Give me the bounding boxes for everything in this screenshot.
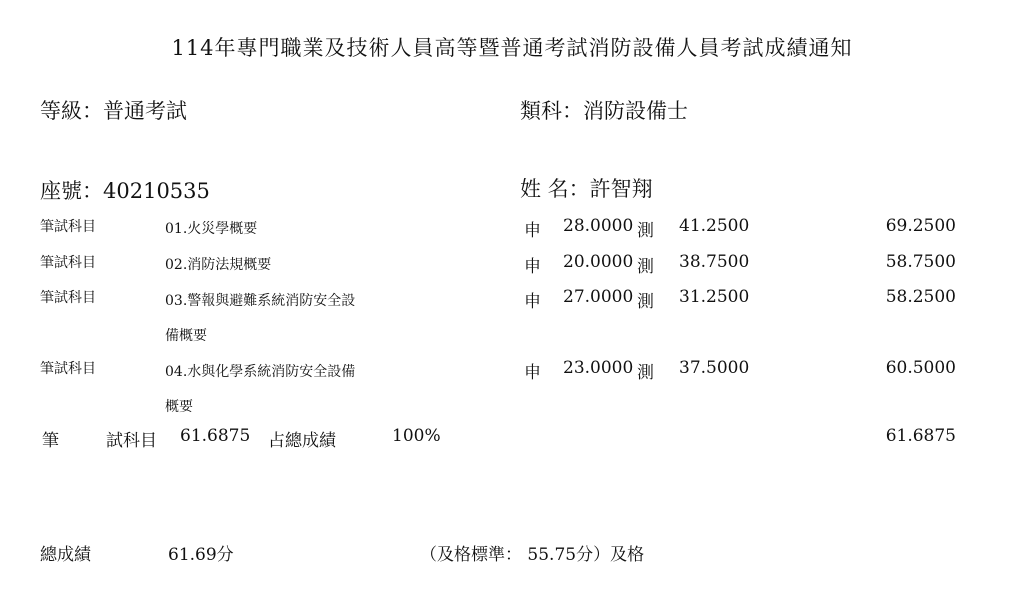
notice-title: 114年專門職業及技術人員高等暨普通考試消防設備人員考試成績通知 (171, 36, 853, 60)
subject-kind: 筆試科目 (40, 219, 96, 235)
ce-label: 測 (637, 221, 654, 241)
final-score-label: 總成績 (40, 545, 91, 565)
ce-label: 測 (637, 257, 654, 277)
summary-label-b: 試科目 (106, 431, 157, 451)
subject-kind: 筆試科目 (40, 290, 96, 306)
summary-average: 61.6875 (180, 426, 251, 446)
final-score: 61.69分 (168, 545, 234, 565)
shen-score: 23.0000 (563, 358, 634, 378)
subject-total: 60.5000 (885, 358, 956, 378)
subject-name-continued: 備概要 (165, 328, 207, 344)
shen-label: 申 (524, 363, 541, 383)
ce-score: 37.5000 (679, 358, 750, 378)
ce-label: 測 (637, 292, 654, 312)
seat-number: 座號：40210535 (40, 179, 210, 203)
subject-name: 03.警報與避難系統消防安全設 (165, 293, 356, 309)
shen-label: 申 (524, 221, 541, 241)
subject-total: 58.2500 (885, 287, 956, 307)
subject-name: 01.火災學概要 (165, 221, 258, 237)
shen-score: 20.0000 (563, 252, 634, 272)
shen-label: 申 (524, 292, 541, 312)
shen-score: 27.0000 (563, 287, 634, 307)
ce-score: 41.2500 (679, 216, 750, 236)
summary-weight-label: 占總成績 (268, 431, 336, 451)
subject-name-continued: 概要 (165, 399, 193, 415)
ce-score: 31.2500 (679, 287, 750, 307)
subject-kind: 筆試科目 (40, 255, 96, 271)
exam-category: 類科：消防設備士 (520, 99, 688, 123)
summary-total: 61.6875 (885, 426, 956, 446)
ce-label: 測 (637, 363, 654, 383)
subject-total: 58.7500 (885, 252, 956, 272)
subject-name: 04.水與化學系統消防安全設備 (165, 364, 356, 380)
summary-label-a: 筆 (42, 431, 59, 451)
ce-score: 38.7500 (679, 252, 750, 272)
summary-weight: 100% (392, 426, 441, 446)
shen-score: 28.0000 (563, 216, 634, 236)
subject-kind: 筆試科目 (40, 361, 96, 377)
candidate-name: 姓 名：許智翔 (520, 177, 653, 201)
subject-name: 02.消防法規概要 (165, 257, 272, 273)
subject-total: 69.2500 (885, 216, 956, 236)
shen-label: 申 (524, 257, 541, 277)
passing-standard: （及格標準： 55.75分）及格 (420, 545, 645, 565)
exam-level: 等級：普通考試 (40, 99, 187, 123)
